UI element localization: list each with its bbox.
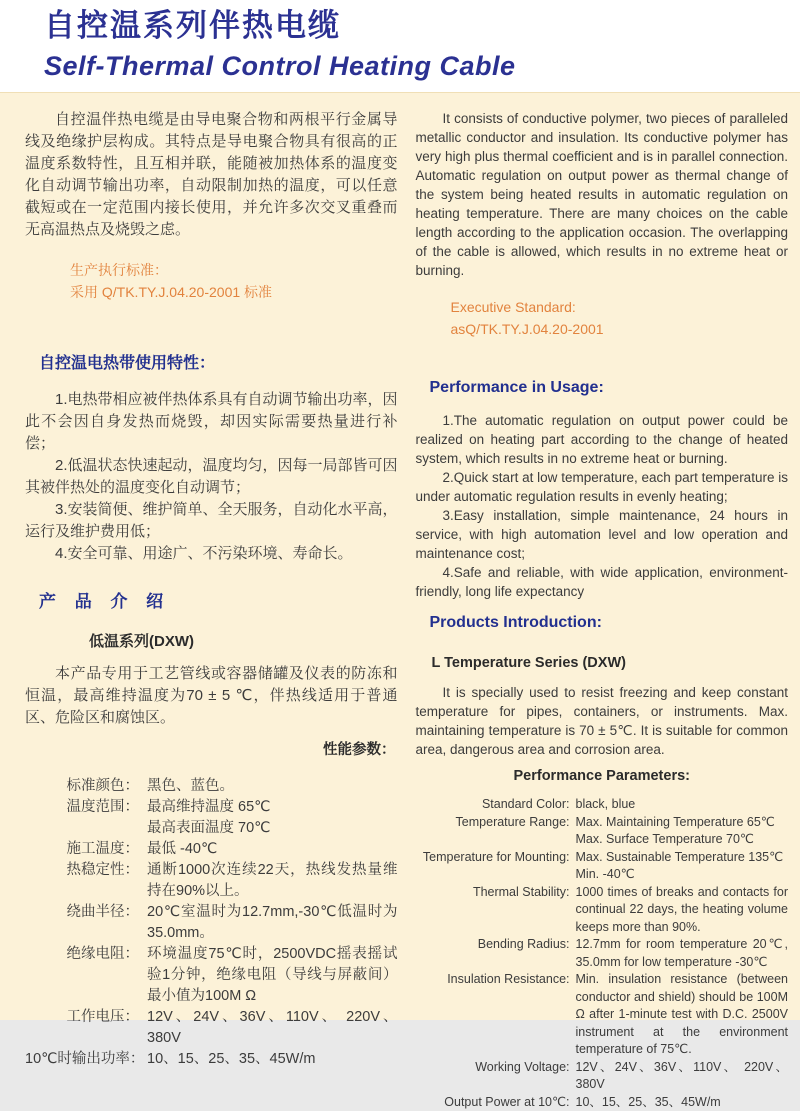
series-title-en: L Temperature Series (DXW) [432,654,789,673]
param-row-standard-color-zh [25,776,398,797]
intro-paragraph-zh: 自控温伴热电缆是由导电聚合物和两根平行金属导线及绝缘护层构成。其特点是导电聚合物具有很高的正温度系数特性，且互相并联，能随被加热体系的温度变化自动调节输出功率，自动限制加热的温度，可以任意截短或在一定范围内接长使用，并允许多次交叉重叠而无高温热点及烧毁之虑。 [25,109,398,241]
param-label: 绕曲半径： [25,902,147,944]
products-heading-en: Products Introduction: [430,613,789,632]
series-description-zh: 本产品专用于工艺管线或容器储罐及仪表的防冻和恒温，最高维持温度为70 ± 5 ℃，伴热线适用于普通区、危险区和腐蚀区。 [25,663,398,729]
param-value [147,839,398,860]
standard-label-en: Executive Standard: [451,296,789,318]
chinese-column [25,101,398,1111]
usage-item-zh-2: 2.低温状态快速起动，温度均匀，因每一局部皆可因其被伴热处的温度变化自动调节； [25,455,398,499]
usage-item-en-1: 1.The automatic regulation on output power could be realized on heating part according to the change of heated system, which results in no extreme heat or burning. [416,411,789,468]
param-label: 温度范围： [25,797,147,839]
param-row-insulation-resistance-zh [25,944,398,1007]
param-label: Output Power at 10℃: [416,1094,576,1111]
param-row-thermal-stability-zh [25,860,398,902]
param-line: Max. Surface Temperature 70℃ [576,831,789,849]
param-line: 黑色、蓝色。 [147,776,398,797]
usage-item-en-2: 2.Quick start at low temperature, each part temperature is under automatic regulation results in evenly heating; [416,468,789,506]
param-line: 最低 -40℃ [147,839,398,860]
usage-heading-zh: 自控温电热带使用特性： [39,353,398,375]
params-table-en [416,796,789,1111]
param-value [147,1007,398,1049]
param-line: 20℃室温时为12.7mm,-30℃低温时为35.0mm。 [147,902,398,944]
usage-item-en-4: 4.Safe and reliable, with wide application, environment-friendly, long life expectancy [416,563,789,601]
param-line: Max. Sustainable Temperature 135℃ [576,849,789,867]
param-line: 12.7mm for room temperature 20℃, 35.0mm for low temperature -30℃ [576,936,789,971]
page-header [0,0,800,93]
params-heading-en: Performance Parameters: [416,767,789,786]
param-value [576,971,789,1059]
param-line: 1000 times of breaks and contacts for continual 22 days, the heating volume keeps more than 90%. [576,884,789,937]
param-value [147,902,398,944]
param-row-mounting-temperature-zh [25,839,398,860]
executive-standard-en [451,296,789,340]
param-label: Working Voltage: [416,1059,576,1094]
usage-list-zh [25,389,398,565]
param-value [576,796,789,814]
param-label: Bending Radius: [416,936,576,971]
param-label: Thermal Stability: [416,884,576,937]
param-line: 最高维持温度 65℃ [147,797,398,818]
params-table-zh [25,776,398,1070]
param-value [147,944,398,1007]
param-value [576,1059,789,1094]
param-label: Temperature for Mounting: [416,849,576,884]
param-row-temperature-range-zh [25,797,398,839]
production-standard-zh [70,259,398,303]
param-row-bending-radius-zh [25,902,398,944]
param-row-bending-radius-en [416,936,789,971]
param-line: 12V、24V、36V、110V、 220V、380V [576,1059,789,1094]
series-title-zh: 低温系列(DXW) [89,631,398,653]
param-value [147,797,398,839]
param-value [147,776,398,797]
intro-paragraph-en: It consists of conductive polymer, two pieces of paralleled metallic conductor and insulation. Its conductive polymer has very high plus thermal coefficient and is in parallel connection. Automatic regulation on output power as thermal change of the system being heated results in automatic regulation on heating temperature. There are many choices on the cable length according to the application occasion. The overlapping of the cable is allowed, which results in no extreme heat or burning. [416,109,789,280]
usage-heading-en: Performance in Usage: [430,378,789,397]
param-line: 10、15、25、35、45W/m [147,1049,398,1070]
page-title-en: Self-Thermal Control Heating Cable [44,49,800,83]
param-line: 最高表面温度 70℃ [147,818,398,839]
param-value [576,936,789,971]
param-row-output-power-zh [25,1049,398,1070]
param-line: black, blue [576,796,789,814]
param-label: 标准颜色： [25,776,147,797]
param-row-insulation-resistance-en [416,971,789,1059]
param-row-working-voltage-zh [25,1007,398,1049]
param-line: 环境温度75℃时，2500VDC摇表摇试验1分钟，绝缘电阻（导线与屏蔽间）最小值为100M Ω [147,944,398,1007]
param-value [576,1094,789,1111]
two-column-body [0,93,800,1111]
param-line: 10、15、25、35、45W/m [576,1094,789,1111]
param-line: Min. insulation resistance (between conductor and shield) should be 100M Ω after 1-minute test with D.C. 2500V instrument at the environment temperature of 75℃. [576,971,789,1059]
usage-list-en [416,411,789,601]
param-value [576,884,789,937]
param-label: 热稳定性： [25,860,147,902]
param-line: Min. -40℃ [576,866,789,884]
param-label: 工作电压： [25,1007,147,1049]
usage-item-zh-3: 3.安装简便、维护简单、全天服务，自动化水平高，运行及维护费用低； [25,499,398,543]
usage-item-en-3: 3.Easy installation, simple maintenance, 24 hours in service, with high automation level and low operation and maintenance cost; [416,506,789,563]
param-label: 10℃时输出功率： [25,1049,147,1070]
param-label: Insulation Resistance: [416,971,576,1059]
usage-item-zh-4: 4.安全可靠、用途广、不污染环境、寿命长。 [25,543,398,565]
param-value [576,849,789,884]
products-heading-zh: 产 品 介 绍 [39,591,398,613]
standard-value-zh: 采用 Q/TK.TY.J.04.20-2001 标准 [70,281,398,303]
param-line: 通断1000次连续22天，热线发热量维持在90%以上。 [147,860,398,902]
param-row-output-power-en [416,1094,789,1111]
english-column [416,101,789,1111]
param-row-working-voltage-en [416,1059,789,1094]
series-description-en: It is specially used to resist freezing and keep constant temperature for pipes, containers, or instruments. Max. maintaining temperature is 70 ± 5℃. It is suitable for common area, dangerous area and corrosion area. [416,683,789,759]
param-label: 施工温度： [25,839,147,860]
param-row-temperature-range-en [416,814,789,849]
param-value [147,1049,398,1070]
param-line: 12V、24V、36V、110V、 220V、380V [147,1007,398,1049]
standard-label-zh: 生产执行标准： [70,259,398,281]
param-label: Temperature Range: [416,814,576,849]
param-value [147,860,398,902]
param-label: Standard Color: [416,796,576,814]
param-row-mounting-temperature-en [416,849,789,884]
params-heading-zh: 性能参数： [25,739,398,761]
param-label: 绝缘电阻： [25,944,147,1007]
param-value [576,814,789,849]
param-line: Max. Maintaining Temperature 65℃ [576,814,789,832]
param-row-thermal-stability-en [416,884,789,937]
standard-value-en: asQ/TK.TY.J.04.20-2001 [451,318,789,340]
param-row-standard-color-en [416,796,789,814]
usage-item-zh-1: 1.电热带相应被伴热体系具有自动调节输出功率，因此不会因自身发热而烧毁，却因实际需要热量进行补偿； [25,389,398,455]
page-title-zh: 自控温系列伴热电缆 [44,7,800,45]
